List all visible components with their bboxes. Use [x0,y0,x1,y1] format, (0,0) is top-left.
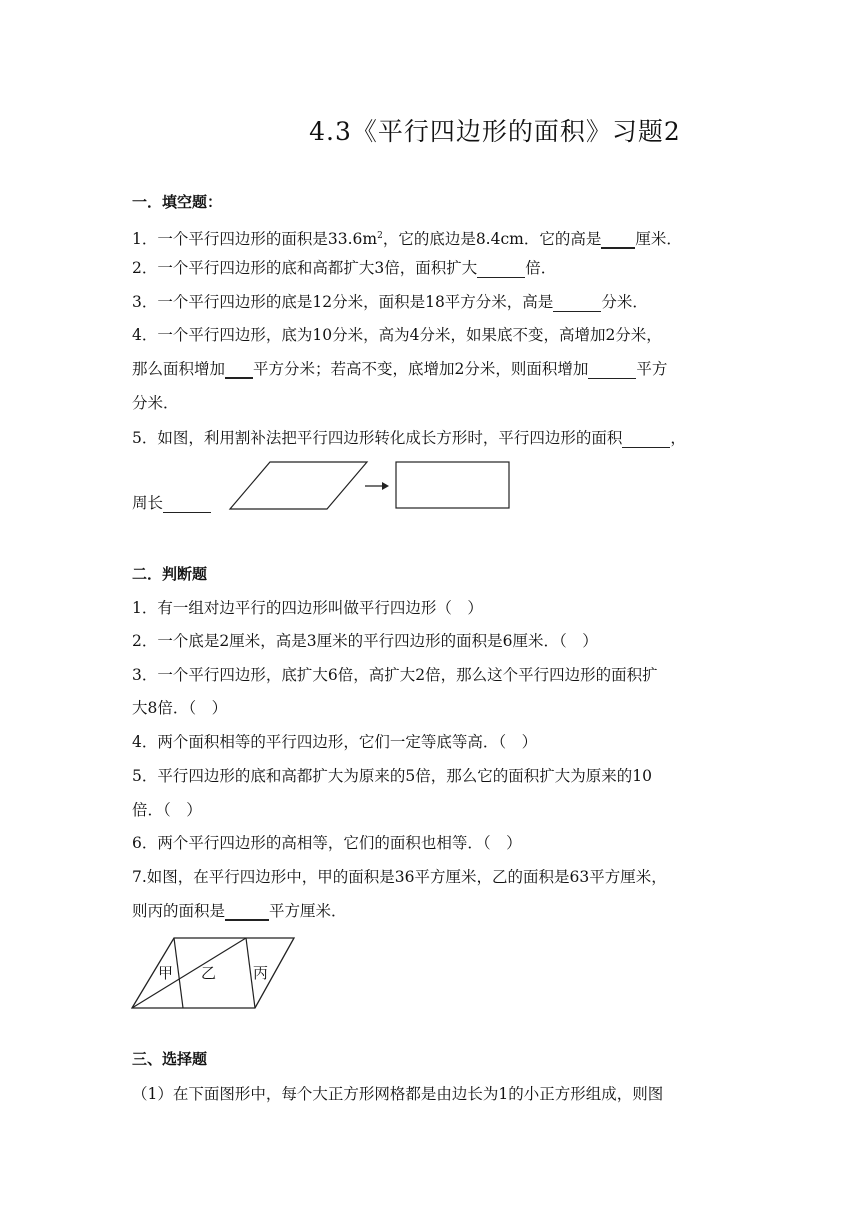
question-2-1: 1．有一组对边平行的四边形叫做平行四边形（ ） [132,599,483,617]
question-1-2 [132,258,556,278]
answer-blank[interactable] [601,231,635,249]
section-heading-choice: 三、选择题 [132,1050,208,1068]
page-title: 4.3《平行四边形的面积》习题2 [309,117,681,146]
q5-text-b: ， [670,429,686,447]
q4-text-c: 平方 [636,360,668,378]
q3-text-a: 3．一个平行四边形的底是12分米，面积是18平方分米，高是 [132,293,554,311]
q4-text-b: 平方分米；若高不变，底增加2分米，则面积增加 [253,360,589,378]
answer-blank[interactable] [477,261,525,278]
question-2-7-line2 [132,901,347,921]
question-2-5-line2: 倍．（ ） [132,801,202,819]
q5-text-c: 周长 [132,494,164,512]
q1-text-b: ，它的底边是8.4cm．它的高是 [382,230,602,249]
question-2-3-line1: 3．一个平行四边形，底扩大6倍，高扩大2倍，那么这个平行四边形的面积扩 [132,666,658,684]
q1-text-c: 厘米． [635,230,682,249]
section-heading-fill: 一．填空题： [132,193,223,211]
question-1-1 [132,226,682,249]
question-1-4-line3: 分米． [132,394,179,412]
section-heading-judge: 二．判断题 [132,565,208,583]
question-2-5-line1: 5．平行四边形的底和高都扩大为原来的5倍，那么它的面积扩大为原来的10 [132,767,652,785]
parallelogram-shape [230,462,367,509]
question-1-4-line1: 4．一个平行四边形，底为10分米，高为4分米，如果底不变，高增加2分米， [132,326,662,344]
divider-line [174,938,183,1008]
answer-blank[interactable] [588,362,636,379]
question-2-3-line2: 大8倍．（ ） [132,699,228,717]
q7-text-b: 平方厘米． [269,902,347,920]
answer-blank[interactable] [553,295,601,312]
question-1-3 [132,292,648,312]
diagonal-line [132,938,246,1008]
q5-text-a: 5．如图，利用割补法把平行四边形转化成长方形时，平行四边形的面积 [132,429,623,447]
question-2-4: 4．两个面积相等的平行四边形，它们一定等底等高．（ ） [132,733,538,751]
parallelogram-division-figure [128,934,300,1014]
answer-blank[interactable] [225,361,253,379]
question-1-4-line2 [132,359,667,379]
q2-text-b: 倍． [525,259,557,277]
question-3-1: （1）在下面图形中，每个大正方形网格都是由边长为1的小正方形组成，则图 [132,1085,664,1103]
question-2-2: 2．一个底是2厘米，高是3厘米的平行四边形的面积是6厘米．（ ） [132,632,598,650]
question-1-5-line1 [132,428,686,448]
q4-text-a: 那么面积增加 [132,360,226,378]
answer-blank[interactable] [163,496,211,513]
question-1-5-line2 [132,493,211,513]
q1-text-a: 1．一个平行四边形的面积是33.6m [132,230,378,249]
q3-text-b: 分米． [601,293,648,311]
figure-label-jia: 甲 [158,964,174,982]
figure-label-bing: 丙 [253,964,269,982]
rectangle-shape [396,462,509,508]
cut-and-fill-figure [225,458,515,514]
question-2-6: 6．两个平行四边形的高相等，它们的面积也相等．（ ） [132,834,522,852]
figure-label-yi: 乙 [201,964,217,982]
question-2-7-line1: 7.如图，在平行四边形中，甲的面积是36平方厘米，乙的面积是63平方厘米， [132,868,667,886]
q7-text-a: 则丙的面积是 [132,902,226,920]
answer-blank[interactable] [622,431,670,448]
q1-superscript: 2 [377,231,383,241]
answer-blank[interactable] [225,903,269,921]
q2-text-a: 2．一个平行四边形的底和高都扩大3倍，面积扩大 [132,259,478,277]
arrow-head-icon [382,482,389,490]
